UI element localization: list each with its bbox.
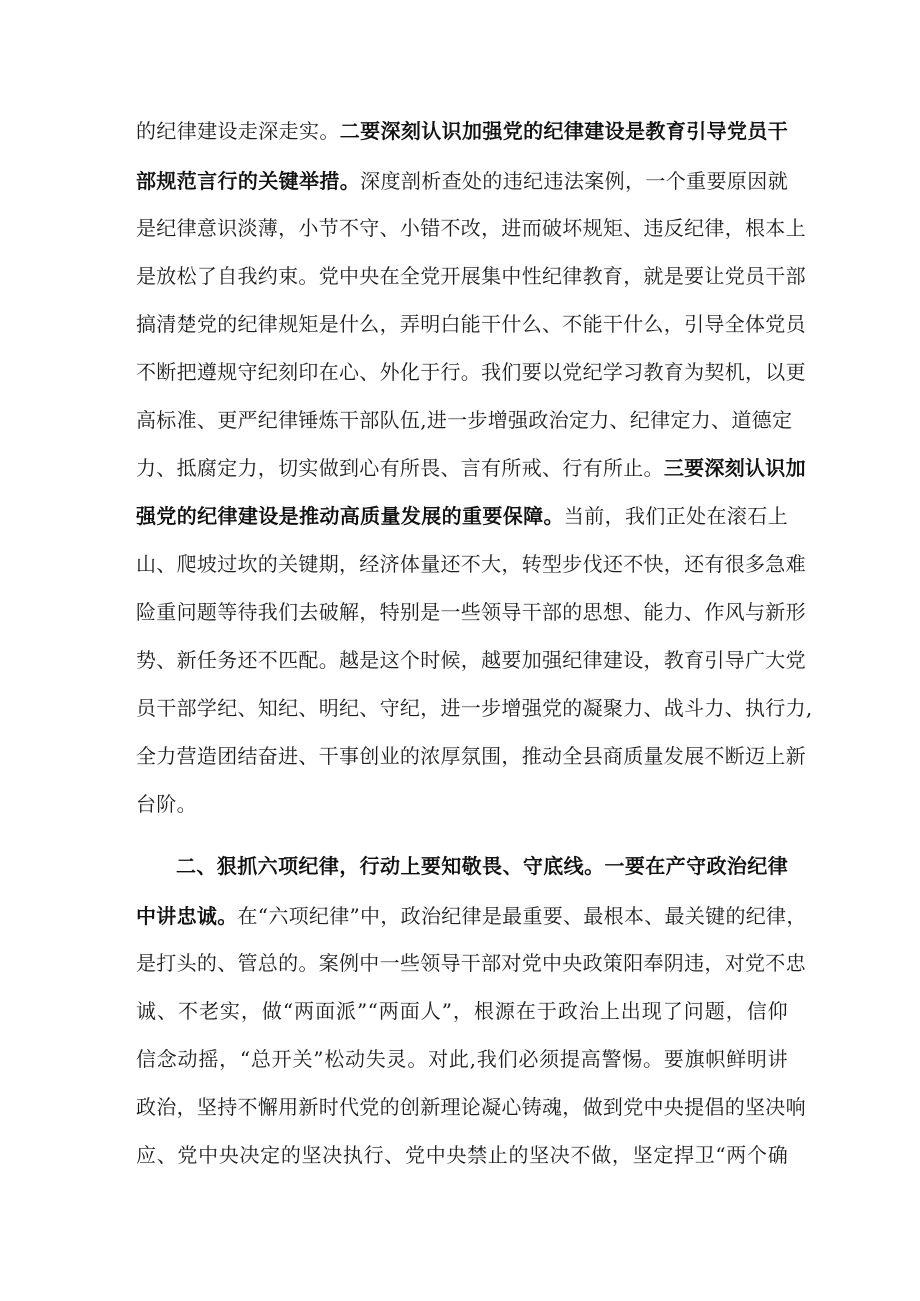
text-line: 险重问题等待我们去破解，特别是一些领导干部的思想、能力、作风与新形 xyxy=(136,600,806,624)
text-line xyxy=(136,111,788,151)
text-line: 是纪律意识淡薄，小节不守、小错不改，进而破坏规矩、违反纪律，根本上 xyxy=(136,216,806,240)
section-heading-line xyxy=(176,846,788,886)
text-run: 的纪律建设走深走实。 xyxy=(136,119,340,143)
text-run: 在“六项纪律”中，政治纪律是最重要、最根本、最关键的纪律， xyxy=(237,904,807,928)
bold-text-run: 二、狠抓六项纪律，行动上要知敬畏、守底线。一要在产守政治纪律 xyxy=(176,854,788,878)
text-line: 是打头的、管总的。案例中一些领导干部对党中央政策阳奉阴违，对党不忠 xyxy=(136,951,806,975)
text-line: 员干部学纪、知纪、明纪、守纪，进一步增强党的凝聚力、战斗力、执行力, xyxy=(136,696,813,720)
text-run: 力、抵腐定力，切实做到心有所畏、言有所戒、行有所止。 xyxy=(136,456,664,480)
text-line: 信念动摇，“总开关”松动失灵。对此,我们必须提高警惕。要旗帜鲜明讲 xyxy=(136,1047,788,1071)
text-line: 高标准、更严纪律锤炼干部队伍,进一步增强政治定力、纪律定力、道德定 xyxy=(136,408,793,432)
text-line: 政治，坚持不懈用新时代党的创新理论凝心铸魂，做到党中央提倡的坚决响 xyxy=(136,1095,806,1119)
text-line xyxy=(136,448,806,488)
text-run: 当前，我们正处在滚石上 xyxy=(563,504,788,528)
text-line: 台阶。 xyxy=(136,792,197,816)
text-line: 不断把遵规守纪刻印在心、外化于行。我们要以党纪学习教育为契机，以更 xyxy=(136,360,806,384)
text-line: 搞清楚党的纪律规矩是什么，弄明白能干什么、不能干什么，引导全体党员 xyxy=(136,312,806,336)
text-run: 深度剖析查处的违纪违法案例，一个重要原因就 xyxy=(360,169,788,193)
bold-text-run: 三要深刻认识加 xyxy=(663,456,806,480)
text-line xyxy=(136,496,788,536)
text-line xyxy=(136,896,807,936)
bold-text-run: 强党的纪律建设是推动高质量发展的重要保障。 xyxy=(136,504,564,528)
bold-text-run: 二要深刻认识加强党的纪律建设是教育引导党员干 xyxy=(339,119,789,143)
text-line: 全力营造团结奋进、干事创业的浓厚氛围，推动全县商质量发展不断迈上新 xyxy=(136,744,806,768)
text-line: 诚、不老实，做“两面派”“两面人”，根源在于政治上出现了问题，信仰 xyxy=(136,999,788,1023)
text-line: 是放松了自我约束。党中央在全党开展集中性纪律教育，就是要让党员干部 xyxy=(136,264,806,288)
text-line xyxy=(136,161,788,201)
text-line: 应、党中央决定的坚决执行、党中央禁止的坚决不做，坚定捍卫“两个确 xyxy=(136,1143,788,1167)
text-line: 势、新任务还不匹配。越是这个时候，越要加强纪律建设，教育引导广大党 xyxy=(136,648,806,672)
bold-text-run: 部规范言行的关键举措。 xyxy=(136,169,361,193)
text-line: 山、爬坡过坎的关键期，经济体量还不大，转型步伐还不快，还有很多急难 xyxy=(136,552,806,576)
bold-text-run: 中讲忠诚。 xyxy=(136,904,238,928)
